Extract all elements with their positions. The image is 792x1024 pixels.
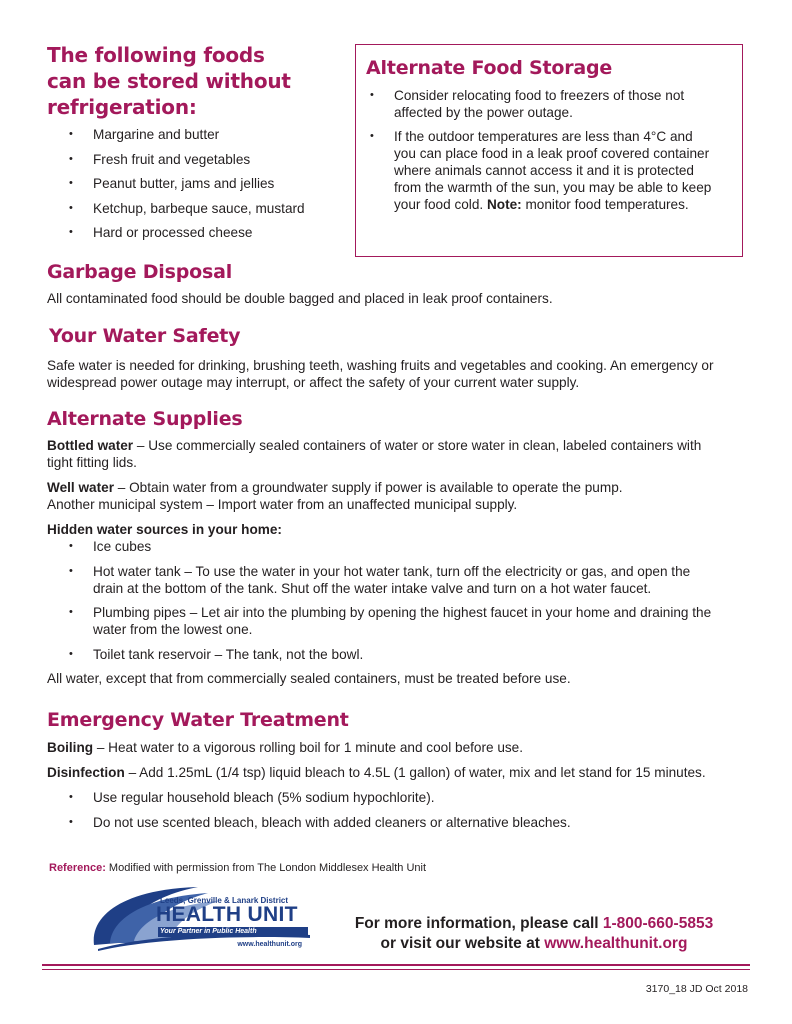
garbage-disposal-heading: Garbage Disposal [47,261,233,283]
reference-line: Reference: Modified with permission from The London Middlesex Health Unit [49,862,427,874]
boiling-paragraph: Boiling – Heat water to a vigorous rolling boil for 1 minute and cool before use. [47,740,524,755]
disinfection-paragraph: Disinfection – Add 1.25mL (1/4 tsp) liquid bleach to 4.5L (1 gallon) of water, mix and let stand for 15 minutes. [47,765,706,780]
list-item: • Hot water tank – To use the water in your hot water tank, turn off the electricity or gas, and open the drain at the bottom of the tank. Shut off the water intake valve and turn on a hot water faucet. [69,563,714,597]
alternate-supplies-body [47,437,752,687]
list-item: • Margarine and butter [69,126,347,143]
no-refrigeration-section [47,42,347,241]
logo-district-text: Leeds, Grenville & Lanark District [160,896,289,905]
municipal-paragraph: Another municipal system – Import water from an unaffected municipal supply. [47,497,518,512]
emergency-water-treatment-heading: Emergency Water Treatment [47,709,349,731]
no-refrigeration-list [69,126,347,241]
alternate-food-storage-list [370,87,718,213]
footer-divider-top [42,964,750,966]
footer-divider-bottom [42,969,750,970]
logo-tagline: Your Partner in Public Health [160,928,257,935]
well-water-paragraph: Well water – Obtain water from a groundwater supply if power is available to operate the pump. [47,480,623,495]
health-unit-logo [88,883,312,953]
list-item: • Ice cubes [69,538,714,555]
logo-health-unit-text: HEALTH UNIT [156,903,298,926]
treat-note: All water, except that from commercially sealed containers, must be treated before use. [47,670,571,686]
water-safety-text: Safe water is needed for drinking, brushing teeth, washing fruits and vegetables and cooking. An emergency or widespread power outage may interrupt, or affect the safety of your current water supply. [47,358,714,390]
emergency-water-treatment-body [47,739,752,831]
hidden-sources-label: Hidden water sources in your home: [47,522,282,537]
website-link[interactable]: www.healthunit.org [544,935,688,952]
hidden-sources-list [69,538,714,663]
list-item: • Peanut butter, jams and jellies [69,175,347,192]
contact-phone-line: For more information, please call 1-800-660-5853 [354,915,714,932]
contact-block [318,914,750,954]
garbage-disposal-text: All contaminated food should be double bagged and placed in leak proof containers. [47,291,553,306]
water-safety-heading: Your Water Safety [49,325,241,347]
alternate-food-storage-heading: Alternate Food Storage [366,57,613,79]
document-code: 3170_18 JD Oct 2018 [645,983,748,995]
bleach-list [69,789,752,831]
list-item: • Ketchup, barbeque sauce, mustard [69,200,347,217]
list-item: • Hard or processed cheese [69,224,347,241]
contact-website-line: or visit our website at www.healthunit.org [380,935,688,952]
logo-tagline-bar [158,927,308,937]
list-item: • Toilet tank reservoir – The tank, not the bowl. [69,646,714,663]
bottled-water-paragraph: Bottled water – Use commercially sealed containers of water or store water in clean, labeled containers with tight fitting lids. [47,438,702,470]
list-item: • Do not use scented bleach, bleach with added cleaners or alternative bleaches. [69,814,752,831]
list-item: • Use regular household bleach (5% sodium hypochlorite). [69,789,752,806]
alternate-supplies-heading: Alternate Supplies [47,408,243,430]
phone-number[interactable]: 1-800-660-5853 [602,915,714,932]
list-item: • If the outdoor temperatures are less than 4°C and you can place food in a leak proof covered container where animals cannot access it and it is protected from the warmth of the sun, you may be able to keep your food cold. Note: monitor food temperatures. [370,128,718,213]
alternate-food-storage-box [355,44,743,257]
list-item: • Fresh fruit and vegetables [69,151,347,168]
logo-url: www.healthunit.org [237,941,302,948]
list-item: • Consider relocating food to freezers of those not affected by the power outage. [370,87,718,121]
list-item: • Plumbing pipes – Let air into the plumbing by opening the highest faucet in your home and draining the water from the lowest one. [69,604,714,638]
no-refrigeration-heading: The following foods can be stored without refrigeration: [47,43,291,119]
